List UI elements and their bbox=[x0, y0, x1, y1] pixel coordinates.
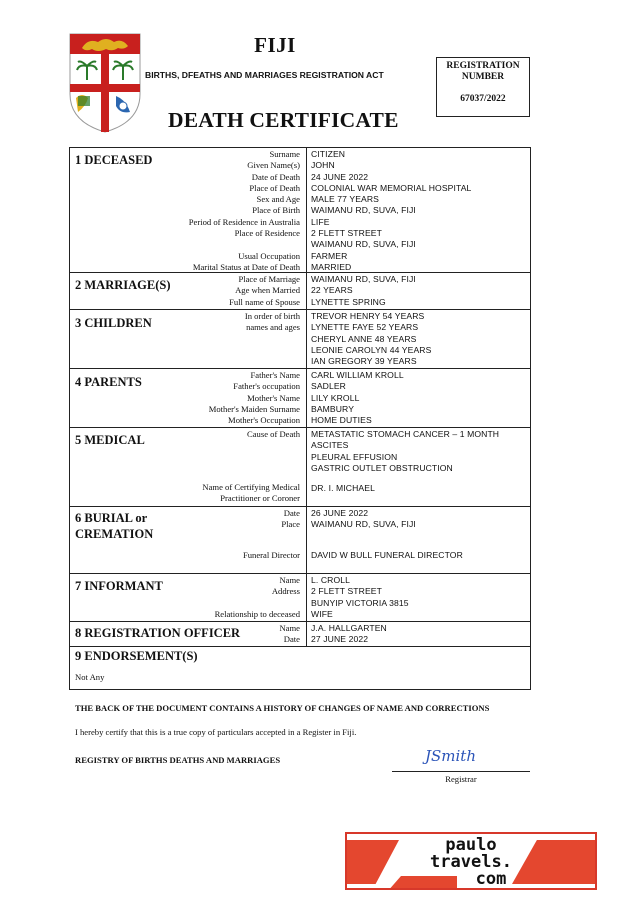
act-title: BIRTHS, DFEATHS AND MARRIAGES REGISTRATION ACT bbox=[145, 70, 384, 80]
section-title: 5 MEDICAL bbox=[75, 433, 145, 447]
section-title: 4 PARENTS bbox=[75, 375, 142, 389]
section-medical bbox=[70, 428, 530, 507]
section-title: 3 CHILDREN bbox=[75, 316, 152, 330]
section-parents bbox=[70, 369, 530, 428]
section-informant bbox=[70, 574, 530, 622]
endorsement-text: Not Any bbox=[75, 672, 105, 682]
section-deceased bbox=[70, 148, 530, 273]
registration-number-box bbox=[436, 57, 530, 117]
registrar-label: Registrar bbox=[445, 774, 477, 784]
field-labels: Date Place bbox=[281, 508, 300, 530]
section-children bbox=[70, 310, 530, 369]
certifier-label: Name of Certifying Medical Practitioner or Coroner bbox=[202, 482, 300, 504]
section-burial bbox=[70, 507, 530, 574]
registry-name: REGISTRY OF BIRTHS DEATHS AND MARRIAGES bbox=[75, 755, 281, 765]
section-title: 9 ENDORSEMENT(S) bbox=[75, 649, 198, 663]
back-of-document-note: THE BACK OF THE DOCUMENT CONTAINS A HISTORY OF CHANGES OF NAME AND CORRECTIONS bbox=[75, 703, 490, 713]
field-values: TREVOR HENRY 54 YEARS LYNETTE FAYE 52 YEARS CHERYL ANNE 48 YEARS LEONIE CAROLYN 44 YEARS IAN GREGORY 39 YEARS bbox=[311, 311, 432, 367]
field-labels: Place of Marriage Age when Married Full name of Spouse bbox=[229, 274, 300, 307]
registrar-signature: JSmith bbox=[425, 747, 476, 765]
registration-label: REGISTRATION NUMBER bbox=[446, 61, 520, 83]
certification-statement: I hereby certify that this is a true copy of particulars accepted in a Register in Fiji. bbox=[75, 727, 357, 737]
cause-of-death-values: METASTATIC STOMACH CANCER – 1 MONTH ASCITES PLEURAL EFFUSION GASTRIC OUTLET OBSTRUCTION bbox=[311, 429, 500, 473]
field-labels: Surname Given Name(s) Date of Death Place of Death Sex and Age Place of Birth Period of Residence in Australia Place of Residence Usual Occupation Marital Status at Date of Death bbox=[188, 149, 300, 272]
certificate-table bbox=[69, 147, 531, 690]
funeral-director-value: DAVID W BULL FUNERAL DIRECTOR bbox=[311, 550, 463, 560]
field-values: L. CROLL 2 FLETT STREET BUNYIP VICTORIA 3815 WIFE bbox=[311, 575, 409, 619]
section-title: 6 BURIAL or CREMATION bbox=[75, 511, 154, 541]
cause-of-death-label: Cause of Death bbox=[247, 429, 300, 439]
field-values: WAIMANU RD, SUVA, FIJI 22 YEARS LYNETTE SPRING bbox=[311, 274, 416, 307]
field-values: CARL WILLIAM KROLL SADLER LILY KROLL BAMBURY HOME DUTIES bbox=[311, 370, 404, 426]
section-marriage bbox=[70, 273, 530, 310]
country-title: FIJI bbox=[254, 33, 296, 57]
field-values: 26 JUNE 2022 WAIMANU RD, SUVA, FIJI bbox=[311, 508, 416, 530]
field-labels: Name Date bbox=[279, 623, 300, 645]
certifier-value: DR. I. MICHAEL bbox=[311, 483, 375, 493]
section-title: 8 REGISTRATION OFFICER bbox=[75, 626, 241, 640]
field-labels: In order of birth names and ages bbox=[244, 311, 300, 333]
field-labels: Name Address Relationship to deceased bbox=[214, 575, 300, 619]
registration-number: 67037/2022 bbox=[460, 93, 506, 104]
section-title: 7 INFORMANT bbox=[75, 579, 163, 593]
watermark-line2: travels. bbox=[430, 852, 512, 872]
field-values: J.A. HALLGARTEN 27 JUNE 2022 bbox=[311, 623, 387, 645]
watermark-line1: paulo bbox=[445, 835, 497, 855]
field-values: CITIZEN JOHN 24 JUNE 2022 COLONIAL WAR MEMORIAL HOSPITAL MALE 77 YEARS WAIMANU RD, SUVA, FIJI LIFE 2 FLETT STREET WAIMANU RD, SUVA, FIJI FARMER MARRIED bbox=[311, 149, 472, 272]
funeral-director-label: Funeral Director bbox=[242, 550, 300, 560]
section-title: 1 DECEASED bbox=[75, 153, 153, 167]
section-endorsement bbox=[70, 647, 530, 689]
signature-line bbox=[392, 771, 530, 772]
field-labels: Father's Name Father's occupation Mother's Name Mother's Maiden Surname Mother's Occupation bbox=[208, 370, 300, 426]
section-registration-officer bbox=[70, 622, 530, 647]
watermark-line3: com bbox=[475, 869, 507, 889]
paulo-travels-watermark-logo bbox=[345, 832, 597, 890]
certificate-title: DEATH CERTIFICATE bbox=[168, 108, 399, 132]
section-title: 2 MARRIAGE(S) bbox=[75, 278, 171, 292]
